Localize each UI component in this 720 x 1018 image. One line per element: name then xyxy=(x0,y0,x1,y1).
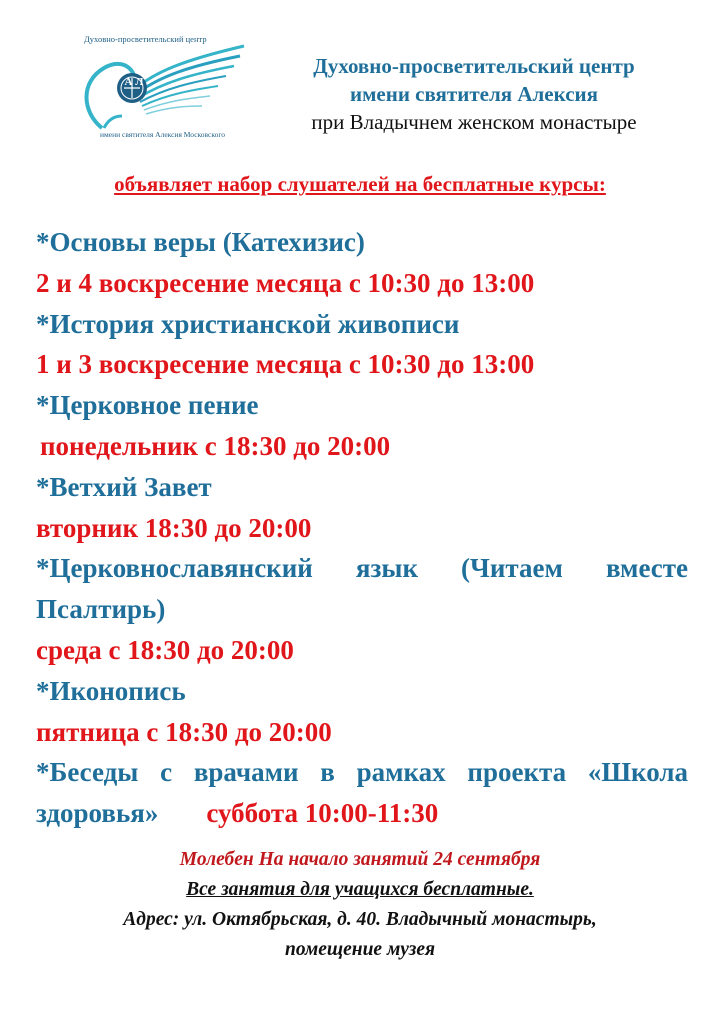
logo xyxy=(74,34,254,140)
course-name: *Иконопись xyxy=(36,675,186,706)
course-name: *Ветхий Завет xyxy=(36,471,212,502)
org-title-line2: имени святителя Алексия xyxy=(350,82,598,106)
course-name-line2: здоровья» xyxy=(36,798,159,829)
logo-bottom-text: имени святителя Алексия Московского xyxy=(100,130,226,139)
course-schedule: пятница с 18:30 до 20:00 xyxy=(36,716,332,747)
course-schedule: вторник 18:30 до 20:00 xyxy=(36,512,312,543)
course-name: *Основы веры (Катехизис) xyxy=(36,227,365,257)
course-schedule: понедельник с 18:30 до 20:00 xyxy=(40,430,391,461)
course-list xyxy=(36,222,688,834)
prayer-service-note: Молебен На начало занятий 24 сентября xyxy=(179,849,541,870)
course-name: *Церковное пение xyxy=(36,390,259,421)
address-line2: помещение музея xyxy=(284,939,436,960)
address-line1: Адрес: ул. Октябрьская, д. 40. Владычный монастырь, xyxy=(123,909,597,930)
course-schedule: суббота 10:00-11:30 xyxy=(206,798,439,829)
logo-monogram: А Л xyxy=(124,76,144,88)
course-last-row xyxy=(36,793,688,834)
dove-emblem-icon xyxy=(74,42,254,134)
course-schedule: среда с 18:30 до 20:00 xyxy=(36,634,294,665)
org-title-line3: при Владычнем женском монастыре xyxy=(311,110,637,134)
org-title-line1: Духовно-просветительский центр xyxy=(313,54,635,78)
course-name-line1: *Беседы с врачами в рамках проекта «Школа xyxy=(36,757,688,788)
course-name-line2: Псалтирь) xyxy=(36,594,166,625)
course-schedule: 2 и 4 воскресение месяца с 10:30 до 13:00 xyxy=(36,267,535,298)
organization-header xyxy=(272,52,676,136)
announcement: объявляет набор слушателей на бесплатные курсы: xyxy=(114,172,606,196)
course-name: *История христианской живописи xyxy=(36,308,460,339)
footer xyxy=(0,845,720,965)
free-classes-note: Все занятия для учащихся бесплатные. xyxy=(186,879,534,900)
course-schedule: 1 и 3 воскресение месяца с 10:30 до 13:00 xyxy=(36,349,535,380)
logo-top-text: Духовно-просветительский центр xyxy=(84,34,207,44)
course-name-line1: *Церковнославянский язык (Читаем вместе xyxy=(36,553,688,584)
